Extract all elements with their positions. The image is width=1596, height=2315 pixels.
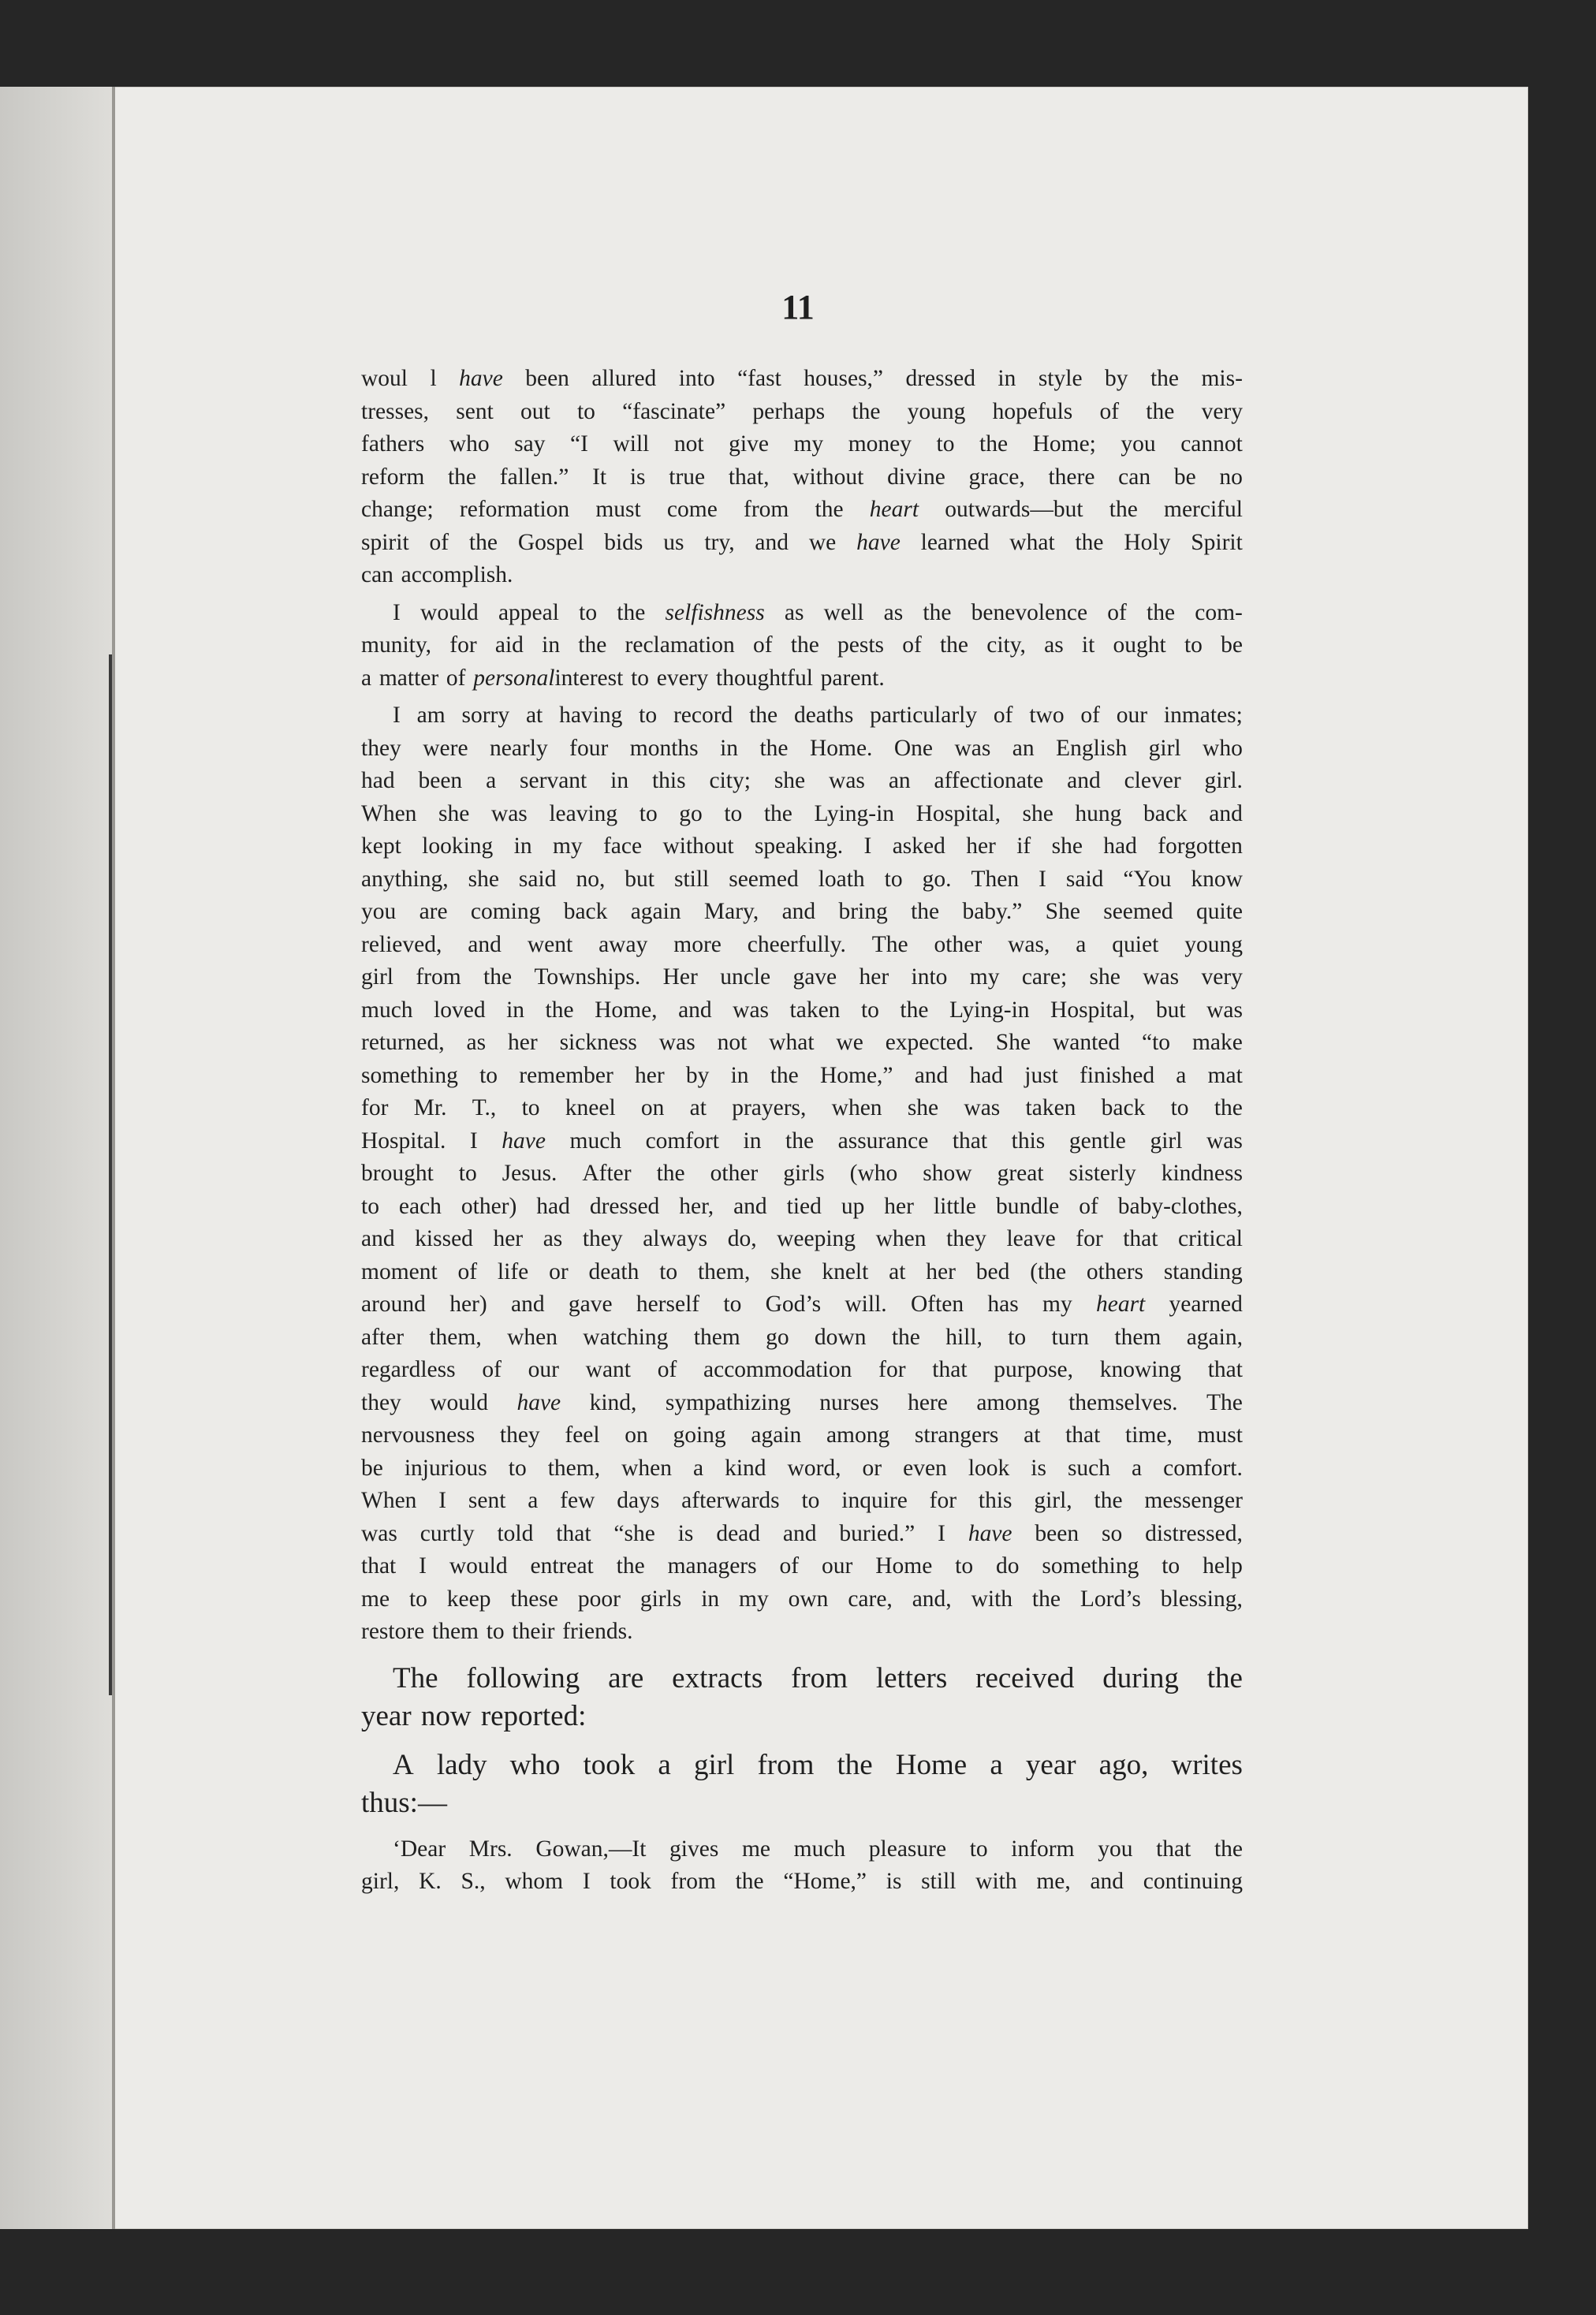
- paragraph-line: anything, she said no, but still seemed loath to go. Then I said “You know: [361, 866, 1243, 892]
- paragraph: [361, 363, 1243, 592]
- facing-page-edge: [0, 87, 112, 2229]
- paragraph-line: much loved in the Home, and was taken to the Lying-in Hospital, but was: [361, 997, 1243, 1023]
- paragraph-line: I am sorry at having to record the deaths particularly of two of our inmates;: [393, 703, 1243, 728]
- paragraph-line: they were nearly four months in the Home. One was an English girl who: [361, 735, 1243, 761]
- paragraph-line: Hospital. I have much comfort in the assurance that this gentle girl was: [361, 1128, 1243, 1154]
- paragraph-line: you are coming back again Mary, and bring the baby.” She seemed quite: [361, 899, 1243, 924]
- body-paragraphs: [361, 363, 1243, 1649]
- paragraph-line: restore them to their friends.: [361, 1619, 633, 1644]
- paragraph-line: change; reformation must come from the heart outwards—but the merciful: [361, 497, 1243, 522]
- paragraph-line: spirit of the Gospel bids us try, and we have learned what the Holy Spirit: [361, 529, 1243, 555]
- paragraph-line: moment of life or death to them, she knelt at her bed (the others standing: [361, 1258, 1243, 1284]
- large-paragraph-line: thus:—: [361, 1786, 447, 1819]
- paragraph-line: When she was leaving to go to the Lying-in Hospital, she hung back and: [361, 800, 1243, 826]
- paragraph: [361, 597, 1243, 695]
- paragraph-line: can accomplish.: [361, 562, 513, 587]
- paragraph-line: returned, as her sickness was not what we expected. She wanted “to make: [361, 1030, 1243, 1055]
- paragraph: [361, 699, 1243, 1649]
- large-paragraph: [361, 1660, 1243, 1735]
- paragraph-line: and kissed her as they always do, weeping when they leave for that critical: [361, 1226, 1243, 1251]
- paragraph-line: to each other) had dressed her, and tied up her little bundle of baby-clothes,: [361, 1193, 1243, 1219]
- paragraph-line: had been a servant in this city; she was an affectionate and clever girl.: [361, 768, 1243, 793]
- paragraph-line: When I sent a few days afterwards to inquire for this girl, the messenger: [361, 1488, 1243, 1513]
- paragraph-line: that I would entreat the managers of our Home to do something to help: [361, 1553, 1243, 1579]
- paragraph-line: brought to Jesus. After the other girls (who show great sisterly kindness: [361, 1161, 1243, 1186]
- paragraph-line: around her) and gave herself to God’s will. Often has my heart yearned: [361, 1292, 1243, 1317]
- paragraph-line: munity, for aid in the reclamation of the pests of the city, as it ought to be: [361, 632, 1243, 658]
- paragraph-line: me to keep these poor girls in my own care, and, with the Lord’s blessing,: [361, 1586, 1243, 1612]
- paragraph-line: kept looking in my face without speaking. I asked her if she had forgotten: [361, 833, 1243, 859]
- paragraph-line: reform the fallen.” It is true that, without divine grace, there can be no: [361, 464, 1243, 490]
- body-text: [361, 363, 1243, 1899]
- paragraph-line: be injurious to them, when a kind word, or even look is such a comfort.: [361, 1455, 1243, 1481]
- paragraph-line: girl from the Townships. Her uncle gave her into my care; she was very: [361, 964, 1243, 990]
- paragraph-line: something to remember her by in the Home,” and had just finished a mat: [361, 1062, 1243, 1088]
- paragraph-line: I would appeal to the selfishness as well as the benevolence of the com-: [393, 599, 1243, 625]
- large-paragraph: [361, 1747, 1243, 1822]
- page-fold: [112, 87, 115, 2229]
- paragraph-line: fathers who say “I will not give my money to the Home; you cannot: [361, 431, 1243, 457]
- page-number: 11: [781, 288, 815, 326]
- paragraph-line: a matter of personal interest to every thoughtful parent.: [361, 665, 885, 691]
- large-paragraph-line: A lady who took a girl from the Home a year ago, writes: [393, 1748, 1243, 1781]
- paragraph-line: regardless of our want of accommodation for that purpose, knowing that: [361, 1357, 1243, 1382]
- paragraph-line: for Mr. T., to kneel on at prayers, when she was taken back to the: [361, 1095, 1243, 1120]
- paragraph-line: they would have kind, sympathizing nurses here among themselves. The: [361, 1389, 1243, 1415]
- extracts-intro: [361, 1660, 1243, 1822]
- large-paragraph-line: The following are extracts from letters received during the: [393, 1661, 1243, 1694]
- large-paragraph-line: year now reported:: [361, 1699, 587, 1732]
- paragraph-line: after them, when watching them go down the hill, to turn them again,: [361, 1324, 1243, 1350]
- paragraph-line: relieved, and went away more cheerfully. The other was, a quiet young: [361, 931, 1243, 957]
- paragraph-line: was curtly told that “she is dead and buried.” I have been so distressed,: [361, 1520, 1243, 1546]
- letter-line: ‘Dear Mrs. Gowan,—It gives me much pleasure to inform you that the: [393, 1836, 1243, 1862]
- paragraph-line: tresses, sent out to “fascinate” perhaps the young hopefuls of the very: [361, 398, 1243, 424]
- letter-excerpt: [361, 1833, 1243, 1899]
- paragraph-line: woul l have been allured into “fast houses,” dressed in style by the mis-: [361, 366, 1243, 391]
- letter-line: girl, K. S., whom I took from the “Home,” is still with me, and continuing: [361, 1869, 1243, 1894]
- paragraph-line: nervousness they feel on going again among strangers at that time, must: [361, 1422, 1243, 1448]
